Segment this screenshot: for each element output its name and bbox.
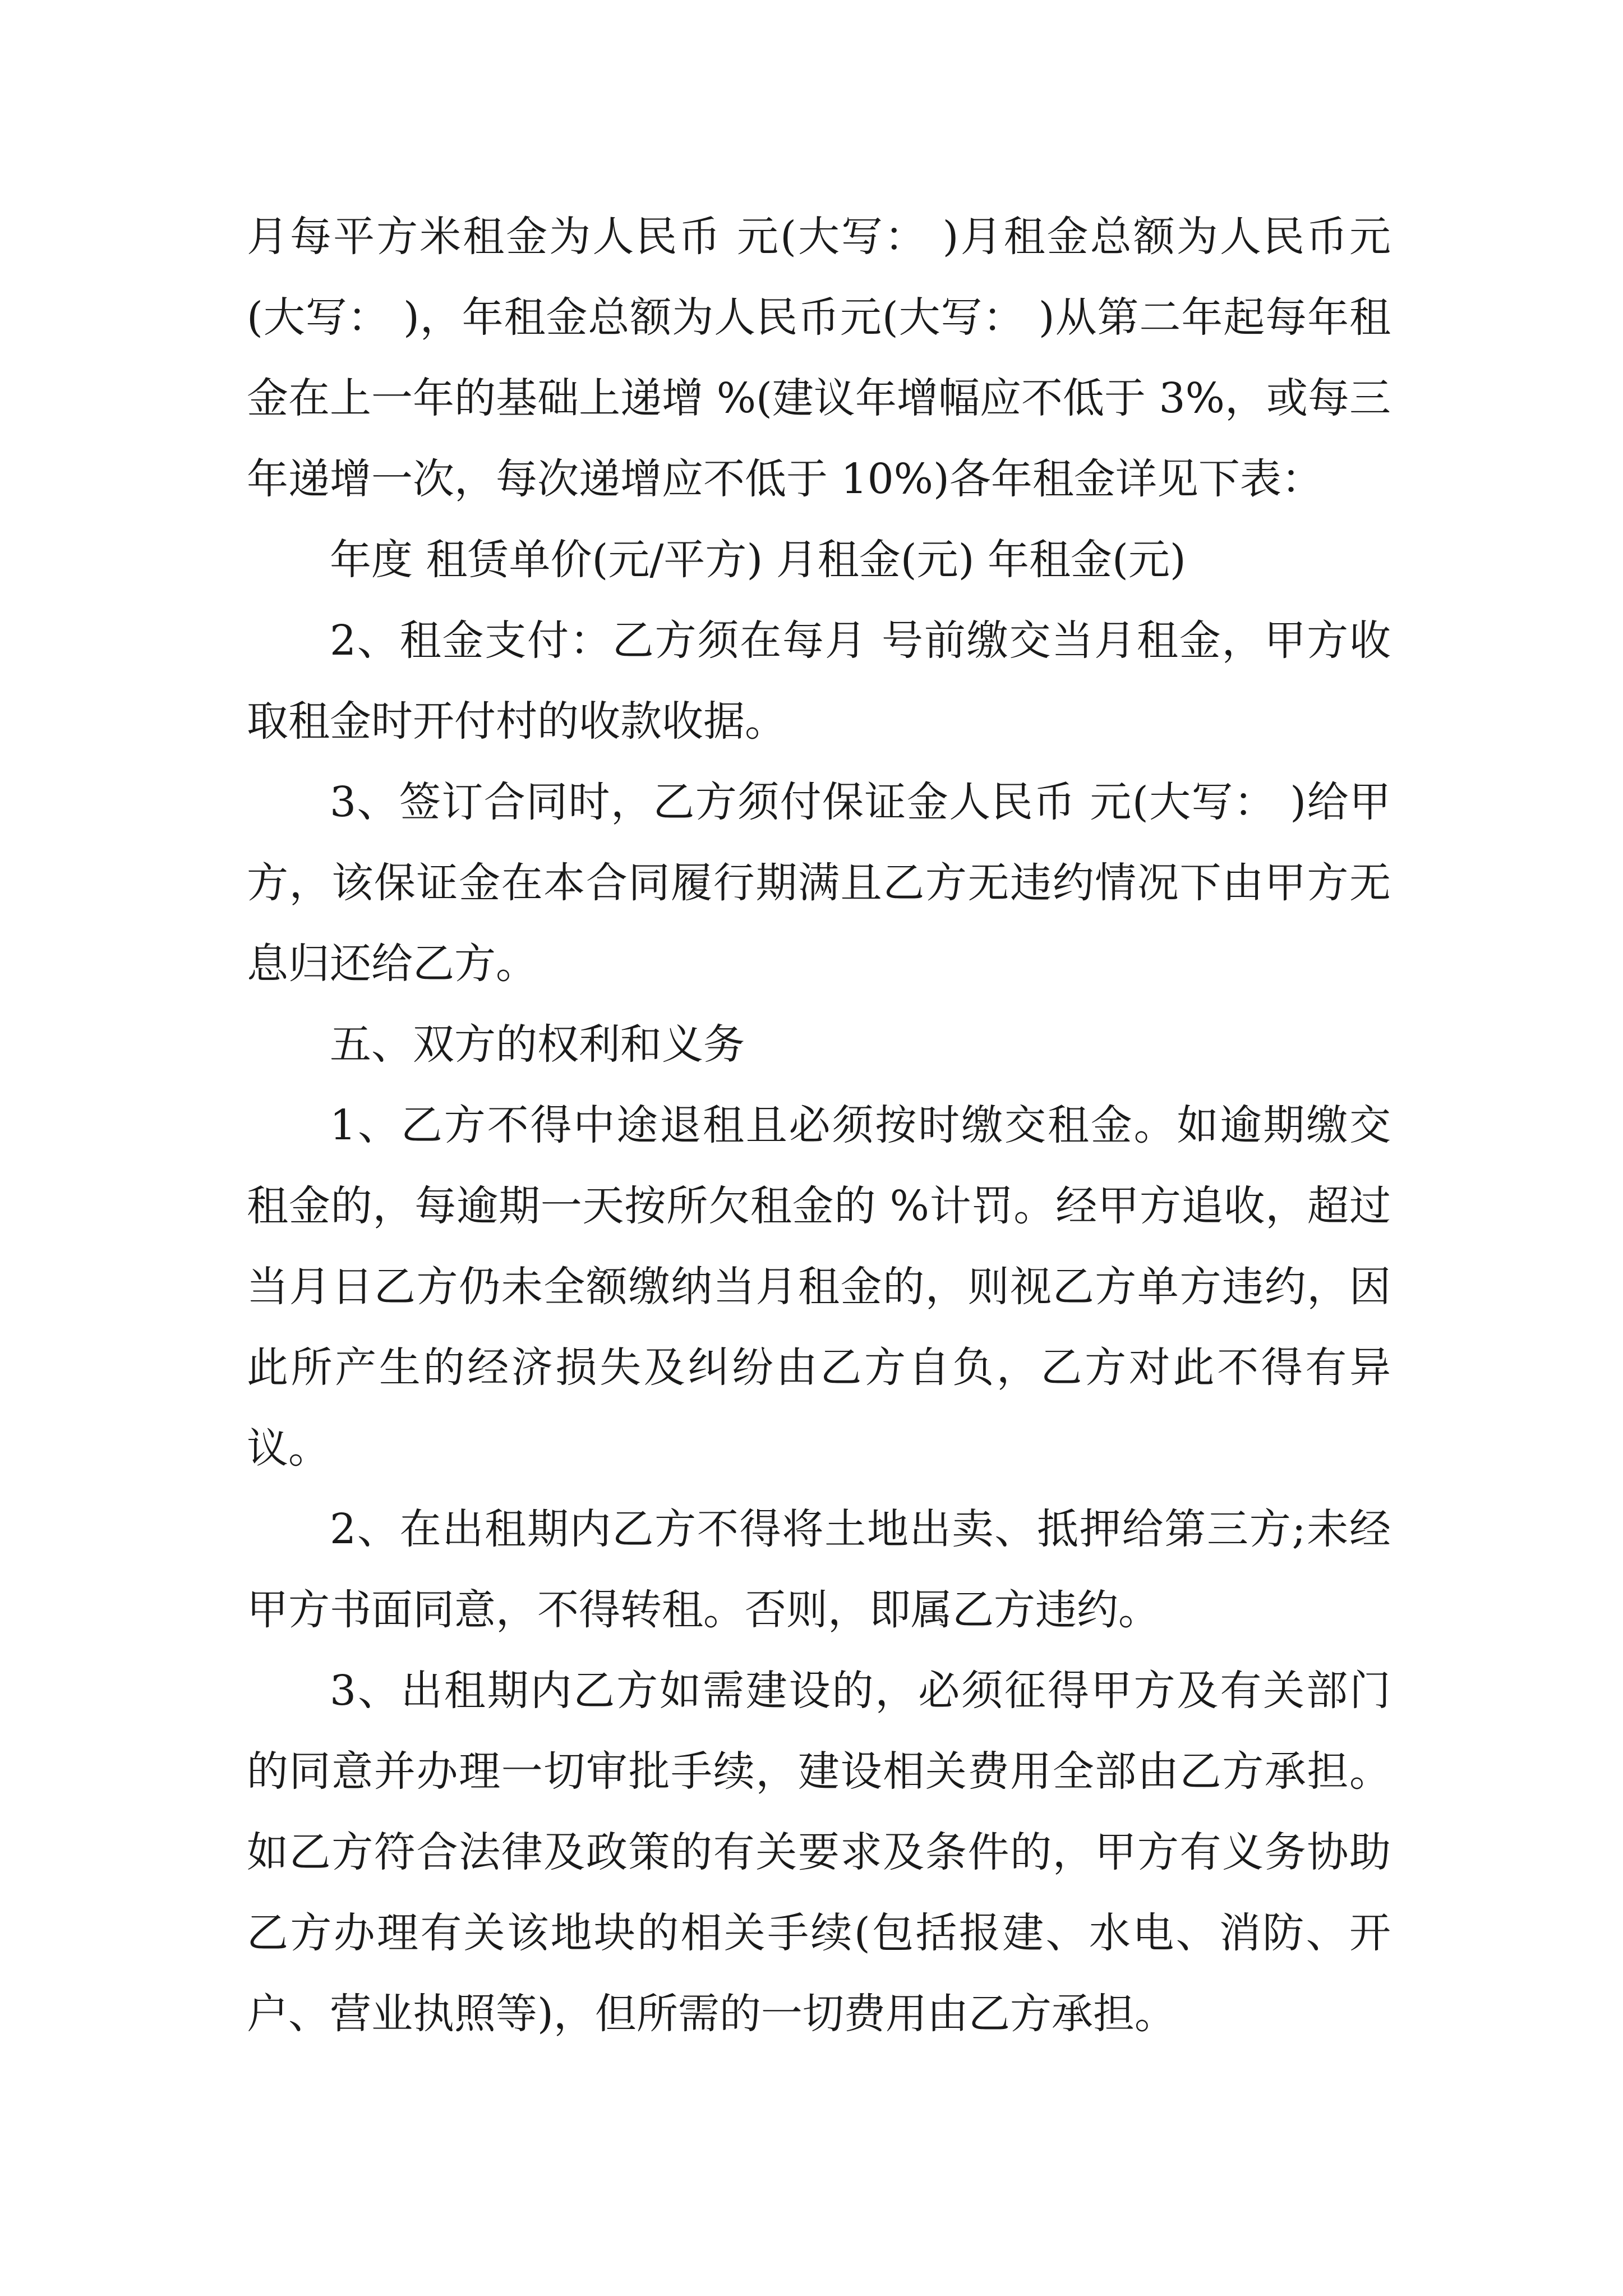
paragraph-rent-payment: 2、租金支付：乙方须在每月 号前缴交当月租金，甲方收取租金时开付村的收款收据。 [247,616,1391,746]
paragraph-rent-terms: 月每平方米租金为人民币 元(大写： )月租金总额为人民币元(大写： )，年租金总额为人民币元(大写： )从第二年起每年租金在上一年的基础上递增 %(建议年增幅应不低于 3%，或每三年递增一次，每次递增应不低于 10%)各年租金详见下表： [247,213,1391,503]
paragraph-obligation-1: 1、乙方不得中途退租且必须按时缴交租金。如逾期缴交租金的，每逾期一天按所欠租金的 %计罚。经甲方追收，超过当月日乙方仍未全额缴纳当月租金的，则视乙方单方违约，因此所产生的经济损失及纠纷由乙方自负，乙方对此不得有异议。 [247,1101,1391,1473]
paragraph-obligation-3: 3、出租期内乙方如需建设的，必须征得甲方及有关部门的同意并办理一切审批手续，建设相关费用全部由乙方承担。如乙方符合法律及政策的有关要求及条件的，甲方有义务协助乙方办理有关该地块的相关手续(包括报建、水电、消防、开户、营业执照等)，但所需的一切费用由乙方承担。 [247,1667,1391,2038]
document-body [247,196,1391,2054]
paragraph-obligation-2: 2、在出租期内乙方不得将土地出卖、抵押给第三方;未经甲方书面同意，不得转租。否则，即属乙方违约。 [247,1505,1391,1634]
paragraph-rent-table-header: 年度 租赁单价(元/平方) 月租金(元) 年租金(元) [330,536,1186,584]
section-heading-rights-obligations: 五、双方的权利和义务 [330,1020,745,1069]
paragraph-deposit: 3、签订合同时，乙方须付保证金人民币 元(大写： )给甲方，该保证金在本合同履行期满且乙方无违约情况下由甲方无息归还给乙方。 [247,778,1391,988]
